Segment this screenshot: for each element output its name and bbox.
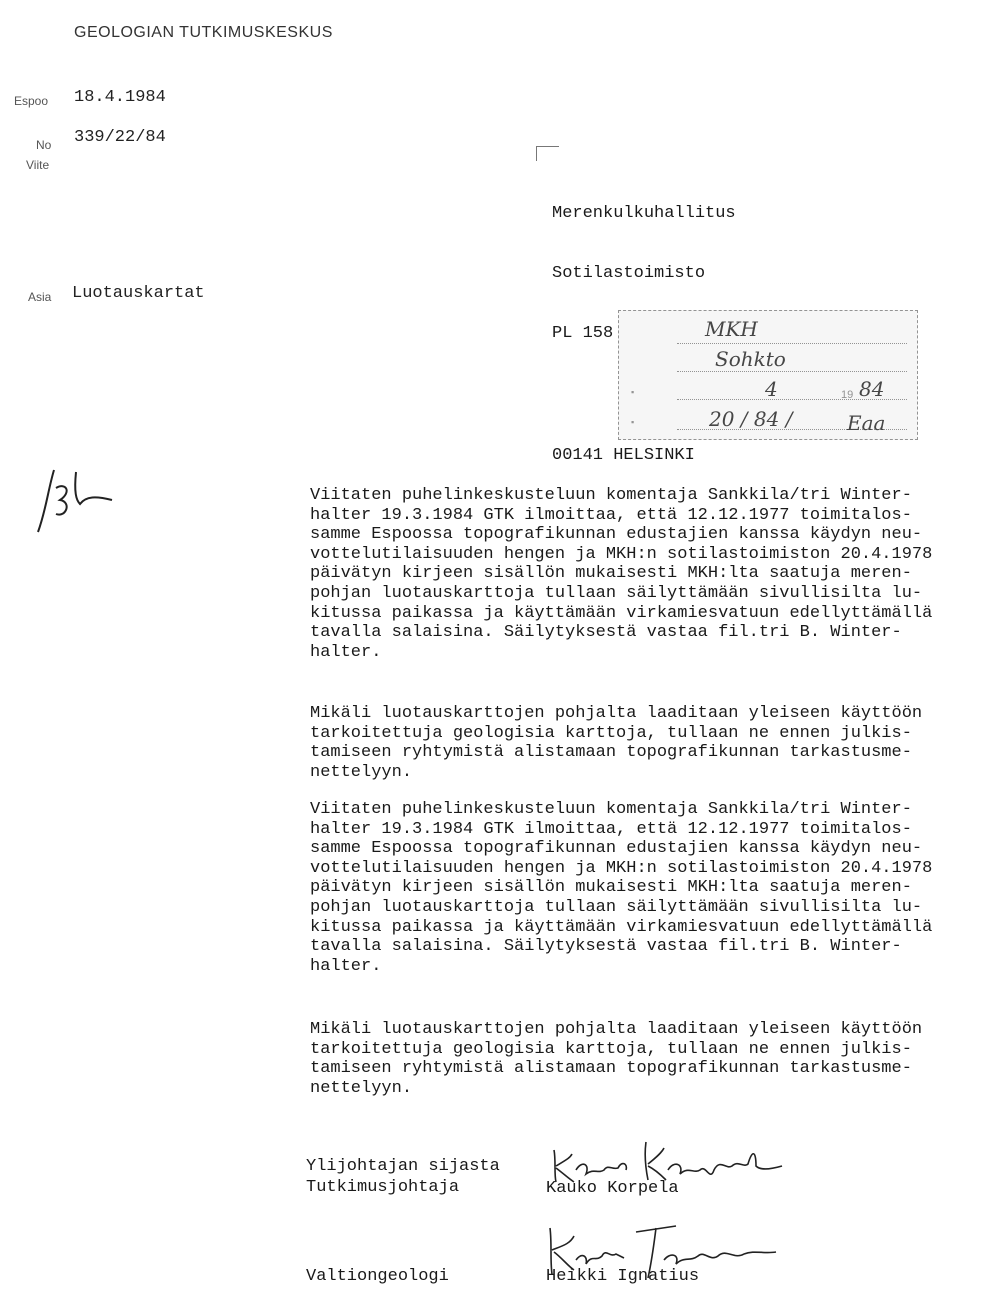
stamp-line-2 <box>677 371 907 372</box>
stamp-faint-mark-2: ▪ <box>631 417 635 427</box>
body-paragraph-1: Viitaten puhelinkeskusteluun komentaja Sankkila/tri Winter- halter 19.3.1984 GTK ilmoittaa, että 12.12.1977 toimitalos- samme Espoossa topografikunnan edustajien kanssa käydyn neu- vottelutilaisuuden hengen ja MKH:n sotilastoimiston 20.4.1978 päivätyn kirjeen sisällön mukaisesti MKH:lta saatuja meren- pohjan luotauskarttoja tullaan säilyttämään sivullisilta lu- kitussa paikassa ja käyttämään virkamiesvatuun edellyttämällä tavalla salaisina. Säilytyksestä vastaa fil.tri B. Winter- halter. <box>310 486 933 662</box>
registry-stamp <box>618 310 918 440</box>
organization-name: GEOLOGIAN TUTKIMUSKESKUS <box>74 24 333 41</box>
letter-date: 18.4.1984 <box>74 88 166 107</box>
place-label: Espoo <box>14 94 49 108</box>
stamp-code: Eaa <box>847 411 886 435</box>
number-label: No <box>36 138 52 152</box>
stamp-year-prefix: 19 <box>841 389 854 401</box>
margin-initials-mark <box>26 460 116 540</box>
body-paragraph-4: Mikäli luotauskarttojen pohjalta laaditaan yleiseen käyttöön tarkoitettuja geologisia karttoja, tullaan ne ennen julkis- tamiseen ryhtymistä alistamaan topografikunnan tarkastusme- nettelyyn. <box>310 1020 923 1098</box>
signatory-name-1: Kauko Korpela <box>546 1179 679 1198</box>
body-paragraph-2: Mikäli luotauskarttojen pohjalta laaditaan yleiseen käyttöön tarkoitettuja geologisia karttoja, tullaan ne ennen julkis- tamiseen ryhtymistä alistamaan topografikunnan tarkastusme- nettelyyn. <box>310 704 923 782</box>
stamp-handwritten-office: Sohkto <box>715 347 786 371</box>
stamp-faint-mark-1: ▪ <box>631 387 635 397</box>
stamp-date-year: 84 <box>859 377 885 401</box>
addressee-city: 00141 HELSINKI <box>552 446 695 465</box>
subject-label: Asia <box>28 290 52 304</box>
signatory-name-2: Heikki Ignatius <box>546 1267 700 1286</box>
reference-label: Viite <box>26 158 50 172</box>
stamp-handwritten-org: MKH <box>705 317 758 341</box>
signatory-title-1: Ylijohtajan sijasta Tutkimusjohtaja <box>306 1157 500 1197</box>
address-window-corner <box>536 146 559 161</box>
signatory-title-2: Valtiongeologi <box>306 1267 449 1286</box>
addressee-line-3: PL 158 <box>552 324 614 343</box>
addressee-line-2: Sotilastoimisto <box>552 264 706 283</box>
body-paragraph-3: Viitaten puhelinkeskusteluun komentaja Sankkila/tri Winter- halter 19.3.1984 GTK ilmoittaa, että 12.12.1977 toimitalos- samme Espoossa topografikunnan edustajien kanssa käydyn neu- vottelutilaisuuden hengen ja MKH:n sotilastoimiston 20.4.1978 päivätyn kirjeen sisällön mukaisesti MKH:lta saatuja meren- pohjan luotauskarttoja tullaan säilyttämään sivullisilta lu- kitussa paikassa ja käyttämään virkamiesvatuun edellyttämällä tavalla salaisina. Säilytyksestä vastaa fil.tri B. Winter- halter. <box>310 800 933 976</box>
stamp-number: 20 / 84 / <box>709 407 793 431</box>
letter-number: 339/22/84 <box>74 128 166 147</box>
addressee-line-1: Merenkulkuhallitus <box>552 204 736 223</box>
stamp-line-1 <box>677 343 907 344</box>
subject-value: Luotauskartat <box>72 284 205 303</box>
stamp-date-day: 4 <box>765 377 778 401</box>
